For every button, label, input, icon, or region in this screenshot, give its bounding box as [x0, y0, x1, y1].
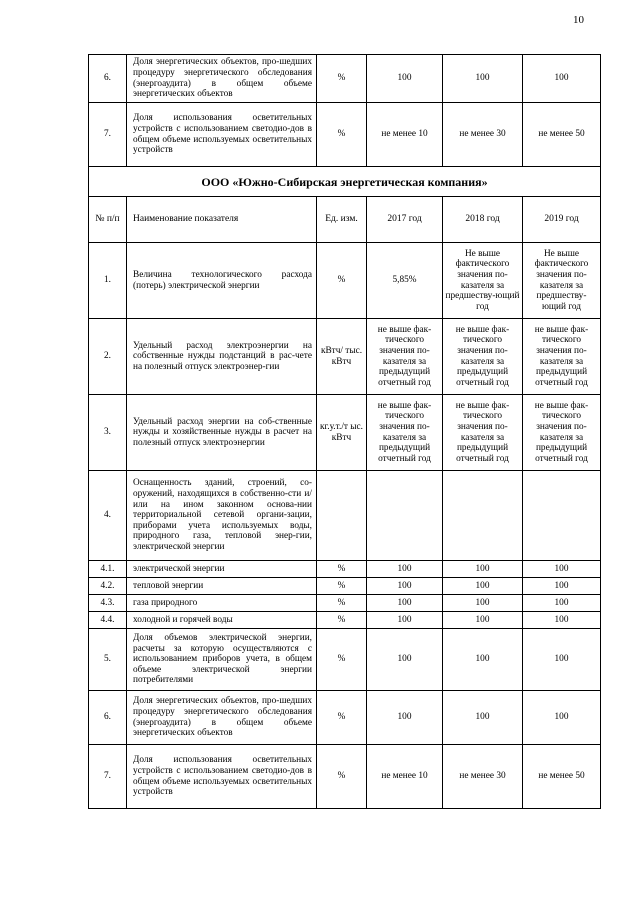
- value-2018: [443, 471, 523, 561]
- unit-cell: %: [317, 691, 367, 745]
- row-number: 4.4.: [89, 612, 127, 629]
- table-row: [89, 629, 601, 691]
- value-2017: 100: [367, 629, 443, 691]
- value-2019: Не выше фактического значения по-казателя за предшеству-ющий год: [523, 243, 601, 319]
- unit-cell: %: [317, 595, 367, 612]
- header-y2017: 2017 год: [367, 197, 443, 243]
- indicator-name: холодной и горячей воды: [127, 612, 317, 629]
- value-2018: 100: [443, 578, 523, 595]
- unit-cell: %: [317, 629, 367, 691]
- table-row: [89, 319, 601, 395]
- row-number: 3.: [89, 395, 127, 471]
- unit-cell: %: [317, 561, 367, 578]
- indicator-name: Удельный расход энергии на соб-ственные нужды и хозяйственные нужды в расчет на полезный отпуск электроэнергии: [127, 395, 317, 471]
- value-2019: 100: [523, 561, 601, 578]
- row-number: 2.: [89, 319, 127, 395]
- value-2017: 100: [367, 578, 443, 595]
- indicator-name: Величина технологического расхода (потерь) электрической энергии: [127, 243, 317, 319]
- unit-cell: [317, 471, 367, 561]
- value-2018: не выше фак-тического значения по-казателя за предыдущий отчетный год: [443, 319, 523, 395]
- header-y2018: 2018 год: [443, 197, 523, 243]
- company-name: ООО «Южно-Сибирская энергетическая компания»: [89, 167, 601, 197]
- value-2018: не выше фак-тического значения по-казателя за предыдущий отчетный год: [443, 395, 523, 471]
- table-row: [89, 395, 601, 471]
- page-number: 10: [573, 14, 584, 26]
- value-2017: 100: [367, 561, 443, 578]
- table-row: [89, 103, 601, 167]
- row-number: 1.: [89, 243, 127, 319]
- unit-cell: %: [317, 103, 367, 167]
- table-row: [89, 595, 601, 612]
- indicator-name: электрической энергии: [127, 561, 317, 578]
- table-row: [89, 561, 601, 578]
- unit-cell: %: [317, 55, 367, 103]
- value-2019: 100: [523, 595, 601, 612]
- row-number: 4.2.: [89, 578, 127, 595]
- unit-cell: %: [317, 745, 367, 809]
- indicator-name: газа природного: [127, 595, 317, 612]
- row-number: 4.3.: [89, 595, 127, 612]
- value-2019: не выше фак-тического значения по-казателя за предыдущий отчетный год: [523, 319, 601, 395]
- table-row: [89, 471, 601, 561]
- value-2018: не менее 30: [443, 745, 523, 809]
- value-2019: 100: [523, 578, 601, 595]
- table-row: [89, 55, 601, 103]
- unit-cell: кВтч/ тыс. кВтч: [317, 319, 367, 395]
- unit-cell: %: [317, 578, 367, 595]
- value-2018: не менее 30: [443, 103, 523, 167]
- value-2017: не менее 10: [367, 745, 443, 809]
- header-name: Наименование показателя: [127, 197, 317, 243]
- table-row: [89, 578, 601, 595]
- indicator-name: Удельный расход электроэнергии на собственные нужды подстанций в рас-чете на полезный отпуск электроэнер-гии: [127, 319, 317, 395]
- table-row: [89, 745, 601, 809]
- indicators-table: [88, 54, 601, 809]
- value-2018: 100: [443, 629, 523, 691]
- value-2018: 100: [443, 561, 523, 578]
- value-2018: 100: [443, 595, 523, 612]
- row-number: 5.: [89, 629, 127, 691]
- value-2019: 100: [523, 612, 601, 629]
- value-2018: 100: [443, 612, 523, 629]
- indicator-name: Оснащенность зданий, строений, со-оружений, находящихся в собственно-сти и/или на ином законном основа-нии территориальной сетевой органи-зации, приборами учета используемых воды, природного газа, тепловой энер-гии, электрической энергии: [127, 471, 317, 561]
- row-number: 7.: [89, 745, 127, 809]
- row-number: 6.: [89, 55, 127, 103]
- table-row: [89, 243, 601, 319]
- value-2017: не выше фак-тического значения по-казателя за предыдущий отчетный год: [367, 395, 443, 471]
- value-2017: [367, 471, 443, 561]
- value-2017: не менее 10: [367, 103, 443, 167]
- row-number: 4.: [89, 471, 127, 561]
- value-2019: 100: [523, 629, 601, 691]
- header-num: № п/п: [89, 197, 127, 243]
- header-unit: Ед. изм.: [317, 197, 367, 243]
- indicator-name: Доля использования осветительных устройств с использованием светодио-дов в общем объеме используемых осветительных устройств: [127, 745, 317, 809]
- value-2017: 100: [367, 691, 443, 745]
- unit-cell: %: [317, 612, 367, 629]
- value-2019: не выше фак-тического значения по-казателя за предыдущий отчетный год: [523, 395, 601, 471]
- value-2017: 100: [367, 55, 443, 103]
- indicator-name: Доля энергетических объектов, про-шедших процедуру энергетического обследования (энергоаудита) в общем объеме энергетических объектов: [127, 691, 317, 745]
- value-2019: не менее 50: [523, 745, 601, 809]
- table-row: [89, 691, 601, 745]
- table-header: [89, 197, 601, 243]
- indicator-name: Доля объемов электрической энергии, расчеты за которую осуществляются с использованием приборов учета, в общем объеме электрической энергии потребителями: [127, 629, 317, 691]
- value-2019: 100: [523, 55, 601, 103]
- company-row: [89, 167, 601, 197]
- indicator-name: тепловой энергии: [127, 578, 317, 595]
- value-2018: 100: [443, 691, 523, 745]
- value-2018: Не выше фактического значения по-казателя за предшеству-ющий год: [443, 243, 523, 319]
- value-2019: [523, 471, 601, 561]
- value-2019: не менее 50: [523, 103, 601, 167]
- unit-cell: кг.у.т./т ыс. кВтч: [317, 395, 367, 471]
- header-y2019: 2019 год: [523, 197, 601, 243]
- table-row: [89, 612, 601, 629]
- value-2017: не выше фак-тического значения по-казателя за предыдущий отчетный год: [367, 319, 443, 395]
- value-2017: 100: [367, 612, 443, 629]
- value-2017: 100: [367, 595, 443, 612]
- unit-cell: %: [317, 243, 367, 319]
- row-number: 7.: [89, 103, 127, 167]
- indicator-name: Доля использования осветительных устройств с использованием светодио-дов в общем объеме используемых осветительных устройств: [127, 103, 317, 167]
- row-number: 6.: [89, 691, 127, 745]
- value-2018: 100: [443, 55, 523, 103]
- value-2017: 5,85%: [367, 243, 443, 319]
- row-number: 4.1.: [89, 561, 127, 578]
- value-2019: 100: [523, 691, 601, 745]
- indicator-name: Доля энергетических объектов, про-шедших процедуру энергетического обследования (энергоаудита) в общем объеме энергетических объектов: [127, 55, 317, 103]
